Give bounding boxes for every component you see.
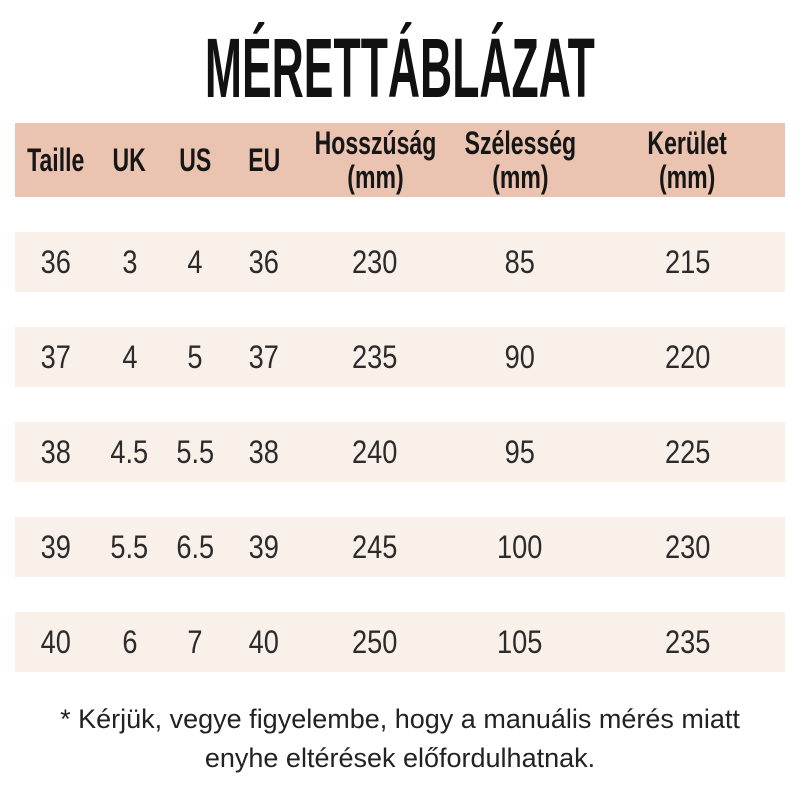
cell-kerulet: 225 (664, 433, 711, 470)
header-cell-eu (228, 123, 300, 197)
footnote (0, 700, 800, 778)
cell-taille: 39 (40, 528, 72, 565)
cell-uk: 3 (121, 243, 138, 280)
cell-hosszusag: 230 (352, 243, 398, 280)
cell-taille: 38 (40, 433, 72, 470)
page-title-text: MÉRETTÁBLÁZAT (205, 21, 595, 115)
table-row-size-37 (15, 327, 785, 387)
column-label: EU (247, 142, 280, 178)
cell-kerulet: 235 (664, 623, 711, 660)
column-sublabel: (mm) (491, 159, 549, 195)
footnote-line-2: enyhe eltérések előfordulhatnak. (204, 743, 596, 773)
cell-eu: 36 (248, 243, 280, 280)
cell-us: 5.5 (176, 433, 214, 470)
header-cell-us (162, 123, 228, 197)
cell-us: 6.5 (176, 528, 214, 565)
table-row-size-36 (15, 232, 785, 292)
cell-kerulet: 215 (664, 243, 711, 280)
cell-kerulet: 220 (664, 338, 711, 375)
cell-eu: 39 (248, 528, 280, 565)
cell-hosszusag: 250 (352, 623, 398, 660)
cell-us: 5 (187, 338, 203, 375)
cell-taille: 36 (40, 243, 72, 280)
column-label: Szélesség (464, 125, 576, 161)
size-chart-page (0, 21, 800, 800)
cell-uk: 5.5 (110, 528, 149, 565)
column-label: US (178, 142, 211, 178)
cell-uk: 4.5 (110, 433, 149, 470)
table-header-row (15, 123, 785, 197)
table-row-size-38 (15, 422, 785, 482)
header-cell-taille (15, 123, 97, 197)
cell-uk: 4 (121, 338, 138, 375)
table-row-size-39 (15, 517, 785, 577)
cell-eu: 37 (248, 338, 280, 375)
cell-uk: 6 (121, 623, 138, 660)
cell-eu: 40 (248, 623, 280, 660)
cell-szelesseg: 85 (504, 243, 536, 280)
column-label: UK (112, 142, 147, 178)
cell-hosszusag: 240 (352, 433, 398, 470)
cell-taille: 37 (40, 338, 72, 375)
cell-szelesseg: 95 (504, 433, 536, 470)
table-row-size-40 (15, 612, 785, 672)
cell-us: 4 (187, 243, 203, 280)
cell-szelesseg: 90 (504, 338, 536, 375)
cell-kerulet: 230 (664, 528, 711, 565)
page-title (0, 21, 800, 115)
column-sublabel: (mm) (346, 159, 404, 195)
header-cell-kerulet (590, 123, 785, 197)
cell-szelesseg: 100 (497, 528, 543, 565)
cell-hosszusag: 235 (352, 338, 398, 375)
header-cell-szelesseg (450, 123, 590, 197)
column-label: Taille (27, 142, 85, 178)
header-cell-hosszusag (300, 123, 450, 197)
column-label: Kerület (647, 125, 728, 161)
cell-eu: 38 (248, 433, 280, 470)
column-sublabel: (mm) (659, 159, 716, 195)
cell-hosszusag: 245 (352, 528, 398, 565)
cell-us: 7 (187, 623, 203, 660)
footnote-line-1: * Kérjük, vegye figyelembe, hogy a manuális mérés miatt (60, 704, 740, 734)
column-label: Hosszúság (314, 125, 436, 161)
cell-szelesseg: 105 (497, 623, 543, 660)
size-table (15, 123, 785, 672)
cell-taille: 40 (40, 623, 72, 660)
header-cell-uk (97, 123, 162, 197)
